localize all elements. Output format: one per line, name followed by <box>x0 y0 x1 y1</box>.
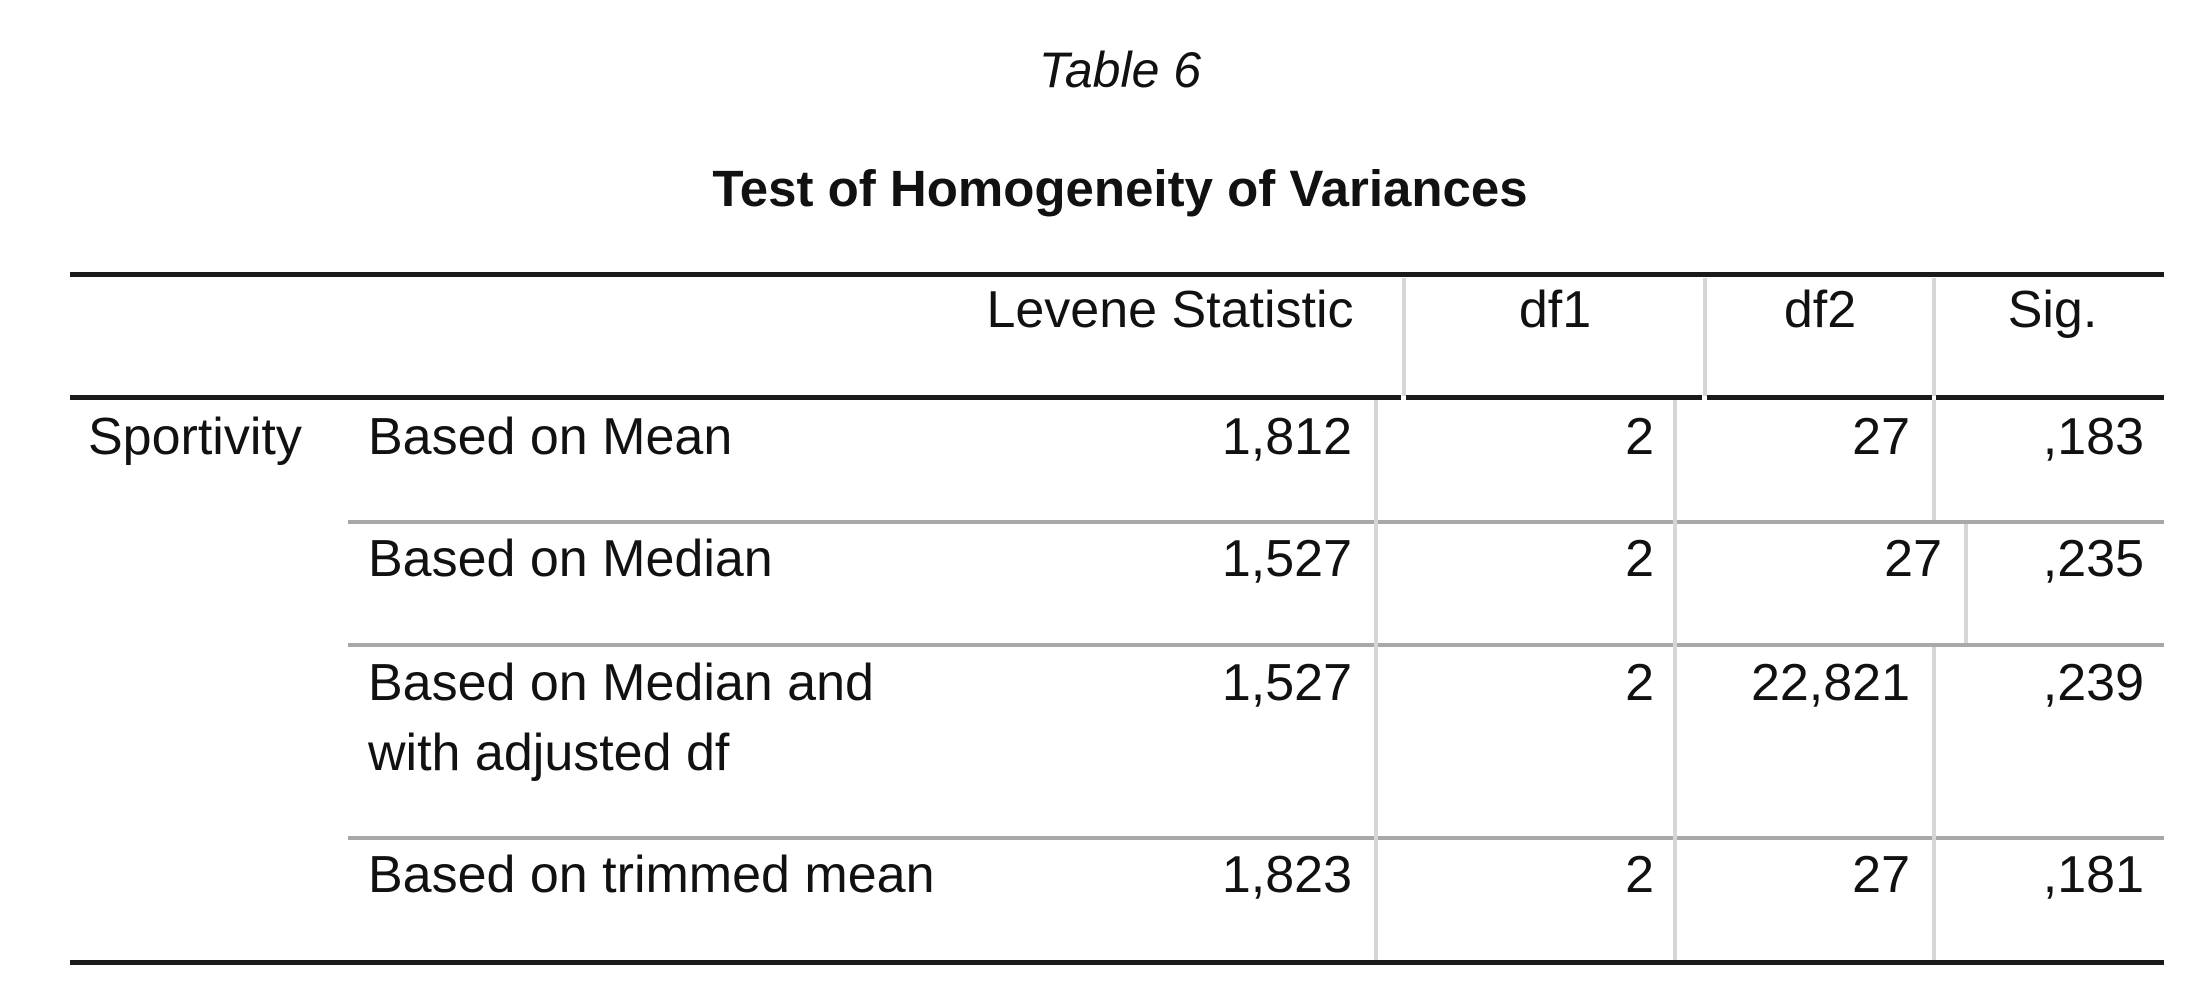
row-label: Based on Median and <box>368 654 874 712</box>
sig-value: ,235 <box>2042 530 2144 588</box>
header-divider <box>1703 278 1707 396</box>
header-bottom-rule <box>1406 395 1702 400</box>
header-bottom-rule <box>70 395 1401 400</box>
header-bottom-rule <box>1707 395 1932 400</box>
sig-value: ,239 <box>2042 654 2144 712</box>
column-divider <box>1964 524 1968 643</box>
header-levene-statistic: Levene Statistic <box>986 281 1354 339</box>
column-divider <box>1932 647 1936 965</box>
header-df2: df2 <box>1783 281 1857 339</box>
row-label: Based on trimmed mean <box>368 846 935 904</box>
header-divider <box>1932 278 1936 396</box>
table-bottom-rule <box>70 960 2164 965</box>
table-title: Test of Homogeneity of Variances <box>712 160 1528 217</box>
header-bottom-rule <box>1936 395 2164 400</box>
header-divider <box>1402 278 1406 396</box>
row-label: Based on Mean <box>368 408 733 466</box>
df1-value: 2 <box>1625 654 1654 712</box>
levene-value: 1,527 <box>1221 654 1352 712</box>
column-divider <box>1673 400 1677 965</box>
df2-value: 27 <box>1852 408 1910 466</box>
df2-value: 27 <box>1852 846 1910 904</box>
variable-label: Sportivity <box>88 408 302 466</box>
levene-value: 1,823 <box>1221 846 1352 904</box>
df2-value: 27 <box>1884 530 1942 588</box>
table-caption: Table 6 <box>1038 42 1202 98</box>
levene-value: 1,527 <box>1221 530 1352 588</box>
sig-value: ,183 <box>2042 408 2144 466</box>
header-sig: Sig. <box>2007 281 2098 339</box>
row-divider <box>348 643 2164 647</box>
df1-value: 2 <box>1625 530 1654 588</box>
df1-value: 2 <box>1625 408 1654 466</box>
column-divider <box>1374 400 1378 965</box>
row-label: Based on Median <box>368 530 773 588</box>
column-divider <box>1932 400 1936 520</box>
row-label-continued: with adjusted df <box>368 724 730 782</box>
levene-value: 1,812 <box>1221 408 1352 466</box>
sig-value: ,181 <box>2042 846 2144 904</box>
header-df1: df1 <box>1518 281 1592 339</box>
df2-value: 22,821 <box>1750 654 1910 712</box>
df1-value: 2 <box>1625 846 1654 904</box>
